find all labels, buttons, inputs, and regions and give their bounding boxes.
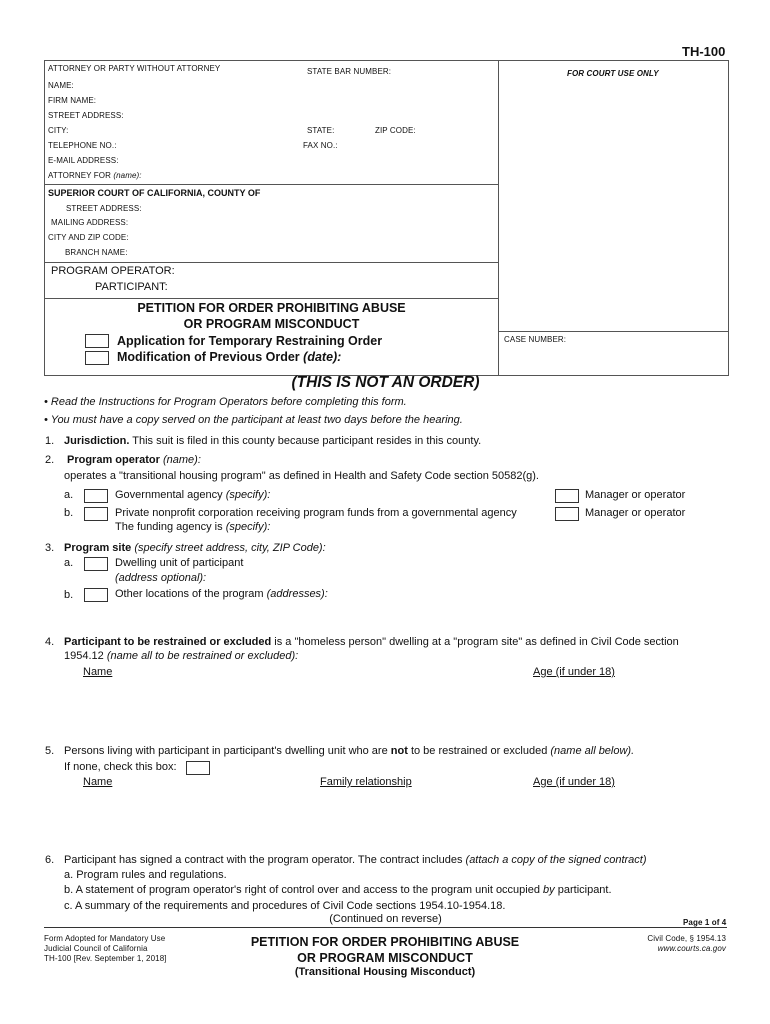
telephone-label: TELEPHONE NO.: (48, 141, 117, 150)
restrained-names-field[interactable] (83, 682, 523, 738)
footer-revision: TH-100 [Rev. September 1, 2018] (44, 954, 167, 963)
name-field[interactable] (75, 77, 495, 89)
item6-body: Participant has signed a contract with the program operator. The contract includes (64, 854, 463, 866)
item4-note: (name all to be restrained or excluded): (106, 650, 299, 662)
participant-label: PARTICIPANT: (95, 281, 168, 293)
item5-number: 5. (45, 745, 55, 757)
petition-title-line1: PETITION FOR ORDER PROHIBITING ABUSE (137, 301, 406, 315)
program-operator-label: PROGRAM OPERATOR: (51, 265, 175, 277)
item2b-checkbox[interactable] (84, 507, 108, 521)
attorney-for-name-note: (name): (113, 171, 142, 180)
item3a-note: (address optional): (115, 572, 207, 584)
item3b-text (115, 588, 328, 600)
item2a-note: (specify): (225, 489, 271, 501)
street-address-field[interactable] (121, 107, 495, 119)
footer-title-line1: PETITION FOR ORDER PROHIBITING ABUSE (250, 935, 520, 949)
item6c: c. A summary of the requirements and procedures of Civil Code sections 1954.10-1954.18. (64, 900, 506, 912)
item6b (64, 884, 612, 896)
court-use-label: FOR COURT USE ONLY (567, 69, 659, 78)
attorney-label: ATTORNEY OR PARTY WITHOUT ATTORNEY (48, 64, 221, 73)
email-label: E-MAIL ADDRESS: (48, 156, 119, 165)
item5-none-checkbox[interactable] (186, 761, 210, 775)
item2a-text (115, 489, 270, 501)
firm-name-field[interactable] (95, 92, 495, 104)
footer-adopted: Form Adopted for Mandatory Use (44, 934, 166, 943)
state-bar-label: STATE BAR NUMBER: (307, 67, 392, 76)
fax-label: FAX NO.: (303, 141, 338, 150)
case-number-label: CASE NUMBER: (504, 335, 567, 344)
program-operator-field[interactable] (169, 264, 495, 277)
county-field[interactable] (291, 186, 495, 198)
item2a-letter: a. (64, 489, 74, 501)
item3-heading-line (64, 542, 326, 554)
modification-option-label (117, 350, 341, 364)
zip-code-label: ZIP CODE: (375, 126, 416, 135)
restrained-ages-field[interactable] (533, 682, 653, 738)
instruction-2: • You must have a copy served on the participant at least two days before the hearing. (44, 414, 463, 426)
city-zip-label: CITY AND ZIP CODE: (48, 233, 129, 242)
item1-text (64, 435, 481, 447)
item5-note: (name all below). (550, 745, 635, 757)
item4-body: is a "homeless person" dwelling at a "program site" as defined in Civil Code section (274, 636, 679, 648)
branch-name-label: BRANCH NAME: (65, 248, 128, 257)
participant-field[interactable] (183, 280, 495, 293)
item2-line2: operates a "transitional housing program" as defined in Health and Safety Code section 50582(g). (64, 470, 539, 482)
item1-body: This suit is filed in this county because participant resides in this county. (132, 435, 482, 447)
item6b-end: participant. (557, 884, 612, 896)
item1-heading: Jurisdiction. (64, 435, 130, 447)
mailing-address-field[interactable] (129, 214, 495, 226)
petition-title-line2: OR PROGRAM MISCONDUCT (183, 317, 360, 331)
state-field[interactable] (337, 122, 369, 134)
court-street-label: STREET ADDRESS: (66, 204, 142, 213)
item2b-funding-label: The funding agency is (115, 521, 223, 533)
item3b-letter: b. (64, 589, 74, 601)
item3b-label: Other locations of the program (115, 588, 264, 600)
tro-checkbox[interactable] (85, 334, 109, 348)
program-operator-name-field[interactable] (210, 452, 727, 466)
item3a-letter: a. (64, 557, 74, 569)
footer-divider (44, 927, 727, 928)
attorney-section-divider (45, 184, 498, 185)
street-address-label: STREET ADDRESS: (48, 111, 124, 120)
city-field[interactable] (73, 122, 301, 134)
court-use-area[interactable] (501, 79, 725, 327)
program-site-addresses-field[interactable] (64, 604, 727, 632)
item2b-funding-note: (specify): (225, 521, 271, 533)
item6-number: 6. (45, 854, 55, 866)
city-label: CITY: (48, 126, 69, 135)
item3a-checkbox[interactable] (84, 557, 108, 571)
footer-subtitle: (Transitional Housing Misconduct) (294, 966, 476, 978)
page-number: Page 1 of 4 (683, 918, 727, 927)
item2a-manager-checkbox[interactable] (555, 489, 579, 503)
item5-body-a: Persons living with participant in participant's dwelling unit who are (64, 745, 388, 757)
item1-number: 1. (45, 435, 55, 447)
item3b-checkbox[interactable] (84, 588, 108, 602)
item4-line2 (64, 650, 298, 662)
item5-body-b: to be restrained or excluded (410, 745, 548, 757)
branch-name-field[interactable] (129, 244, 495, 256)
item5-name-column-header: Name (83, 776, 113, 788)
court-street-field[interactable] (141, 200, 495, 212)
telephone-field[interactable] (117, 137, 297, 149)
item2b-label: Private nonprofit corporation receiving program funds from a governmental agency (115, 507, 517, 519)
footer-civil-code: Civil Code, § 1954.13 (647, 934, 726, 943)
footer-website-link[interactable]: www.courts.ca.gov (657, 944, 726, 953)
item4-name-column-header: Name (83, 666, 113, 678)
item2b-manager-checkbox[interactable] (555, 507, 579, 521)
item5-none-label: If none, check this box: (64, 761, 177, 773)
parties-section-divider (45, 298, 498, 299)
mailing-address-label: MAILING ADDRESS: (51, 218, 129, 227)
item2b-funding-line (115, 521, 270, 533)
item2a-label: Governmental agency (115, 489, 223, 501)
item2b-manager-label: Manager or operator (585, 507, 686, 519)
case-number-field[interactable] (501, 347, 725, 371)
item4-section: 1954.12 (64, 650, 104, 662)
item6-note: (attach a copy of the signed contract) (465, 854, 647, 866)
fax-field[interactable] (339, 137, 495, 149)
item5-relationship-column-header: Family relationship (320, 776, 412, 788)
attorney-for-field[interactable] (137, 167, 495, 179)
item4-text (64, 636, 727, 648)
court-name-label: SUPERIOR COURT OF CALIFORNIA, COUNTY OF (48, 188, 261, 198)
cohabitants-field[interactable] (83, 792, 653, 848)
item3-heading-note: (specify street address, city, ZIP Code): (134, 542, 326, 554)
item5-not: not (390, 745, 408, 757)
email-field[interactable] (115, 152, 495, 164)
item3a-label: Dwelling unit of participant (115, 557, 244, 569)
not-an-order-notice: (THIS IS NOT AN ORDER) (291, 374, 480, 391)
attorney-for-text: ATTORNEY FOR (48, 171, 111, 180)
item2b-letter: b. (64, 507, 74, 519)
firm-name-label: FIRM NAME: (48, 96, 97, 105)
item6b-by: by (543, 884, 555, 896)
attorney-for-label (48, 171, 142, 180)
modification-option-text: Modification of Previous Order (117, 350, 300, 364)
zip-code-field[interactable] (417, 122, 495, 134)
item2a-manager-label: Manager or operator (585, 489, 686, 501)
item2a-checkbox[interactable] (84, 489, 108, 503)
item2-heading-line (67, 454, 201, 466)
header-vertical-divider (498, 61, 499, 375)
tro-option-label: Application for Temporary Restraining Order (117, 334, 383, 348)
item6-text (64, 854, 727, 866)
item2-heading: Program operator (67, 454, 160, 466)
item5-age-column-header: Age (if under 18) (533, 776, 615, 788)
continued-notice: (Continued on reverse) (329, 913, 442, 925)
modification-checkbox[interactable] (85, 351, 109, 365)
modification-date-note: (date): (303, 350, 342, 364)
court-section-divider (45, 262, 498, 263)
city-zip-field[interactable] (129, 229, 495, 241)
state-label: STATE: (307, 126, 335, 135)
item4-number: 4. (45, 636, 55, 648)
footer-title-line2: OR PROGRAM MISCONDUCT (297, 951, 473, 965)
caption-header-box (44, 60, 729, 376)
item4-heading: Participant to be restrained or excluded (64, 636, 272, 648)
item6b-body: b. A statement of program operator's right of control over and access to the program unit occupied (64, 884, 540, 896)
item3b-note: (addresses): (266, 588, 328, 600)
instruction-1: • Read the Instructions for Program Operators before completing this form. (44, 396, 407, 408)
item3-heading: Program site (64, 542, 132, 554)
modification-date-field[interactable] (345, 349, 495, 363)
name-label: NAME: (48, 81, 74, 90)
item3-number: 3. (45, 542, 55, 554)
form-number: TH-100 (682, 44, 726, 59)
item2-number: 2. (45, 454, 55, 466)
item4-age-column-header: Age (if under 18) (533, 666, 615, 678)
item6a: a. Program rules and regulations. (64, 869, 227, 881)
item2-heading-note: (name): (162, 454, 201, 466)
court-use-divider (498, 331, 728, 332)
footer-council: Judicial Council of California (44, 944, 148, 953)
item5-text (64, 745, 727, 757)
